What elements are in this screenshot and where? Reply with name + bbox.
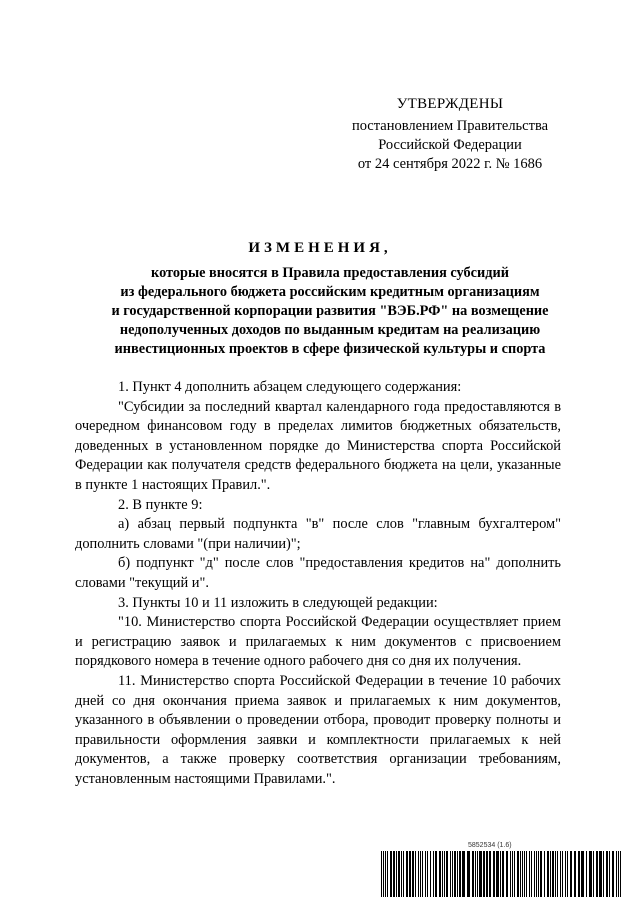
subtitle-line-3: и государственной корпорации развития "ВЭБ.РФ" на возмещение	[111, 303, 549, 319]
subtitle-line-5: инвестиционных проектов в сфере физической культуры и спорта	[114, 341, 546, 357]
approval-line-1: постановлением Правительства	[351, 118, 549, 134]
paragraph-7: "10. Министерство спорта Российской Федерации осуществляет прием и регистрацию заявок и прилагаемых к ним документов с присвоением порядкового номера в течение одного рабочего дня со дня их получения.	[75, 614, 561, 670]
document-subtitle	[40, 264, 620, 359]
paragraph-6: 3. Пункты 10 и 11 изложить в следующей редакции:	[118, 594, 438, 611]
document-title: ИЗМЕНЕНИЯ,	[248, 240, 392, 256]
approval-stamp	[330, 95, 570, 174]
paragraph-1: 1. Пункт 4 дополнить абзацем следующего содержания:	[118, 379, 462, 395]
subtitle-line-2: из федерального бюджета российским кредитным организациям	[120, 284, 540, 300]
paragraph-5: б) подпункт "д" после слов "предоставления кредитов на" дополнить словами "текущий и".	[75, 555, 561, 591]
barcode-icon	[381, 851, 623, 897]
document-body	[75, 378, 561, 789]
document-code: 5852534 (1.6)	[468, 842, 512, 849]
approval-line-2: Российской Федерации	[378, 137, 522, 153]
paragraph-3: 2. В пункте 9:	[118, 496, 203, 513]
subtitle-line-4: недополученных доходов по выданным кредитам на реализацию	[119, 322, 541, 338]
approval-line-3: от 24 сентября 2022 г. № 1686	[357, 156, 543, 172]
paragraph-8: 11. Министерство спорта Российской Федерации в течение 10 рабочих дней со дня окончания приема заявок и прилагаемых к ним документов, указанного в объявлении о проведении отбора, проводит проверку полноты и правильности оформления заявки и комплектности прилагаемых к ней документов, а также проверку соответствия организации требованиям, установленным настоящими Правилами.".	[75, 672, 561, 787]
subtitle-line-1: которые вносятся в Правила предоставления субсидий	[151, 265, 509, 281]
paragraph-4: а) абзац первый подпункта "в" после слов "главным бухгалтером" дополнить словами "(при наличии)";	[75, 516, 561, 552]
approval-heading: УТВЕРЖДЕНЫ	[396, 96, 504, 112]
paragraph-2: "Субсидии за последний квартал календарного года предоставляются в очередном финансовом году в пределах лимитов бюджетных обязательств, доведенных в установленном порядке до Министерства спорта Российской Федерации как получателя средств федерального бюджета на цели, указанные в пункте 1 настоящих Правил.".	[75, 398, 561, 493]
